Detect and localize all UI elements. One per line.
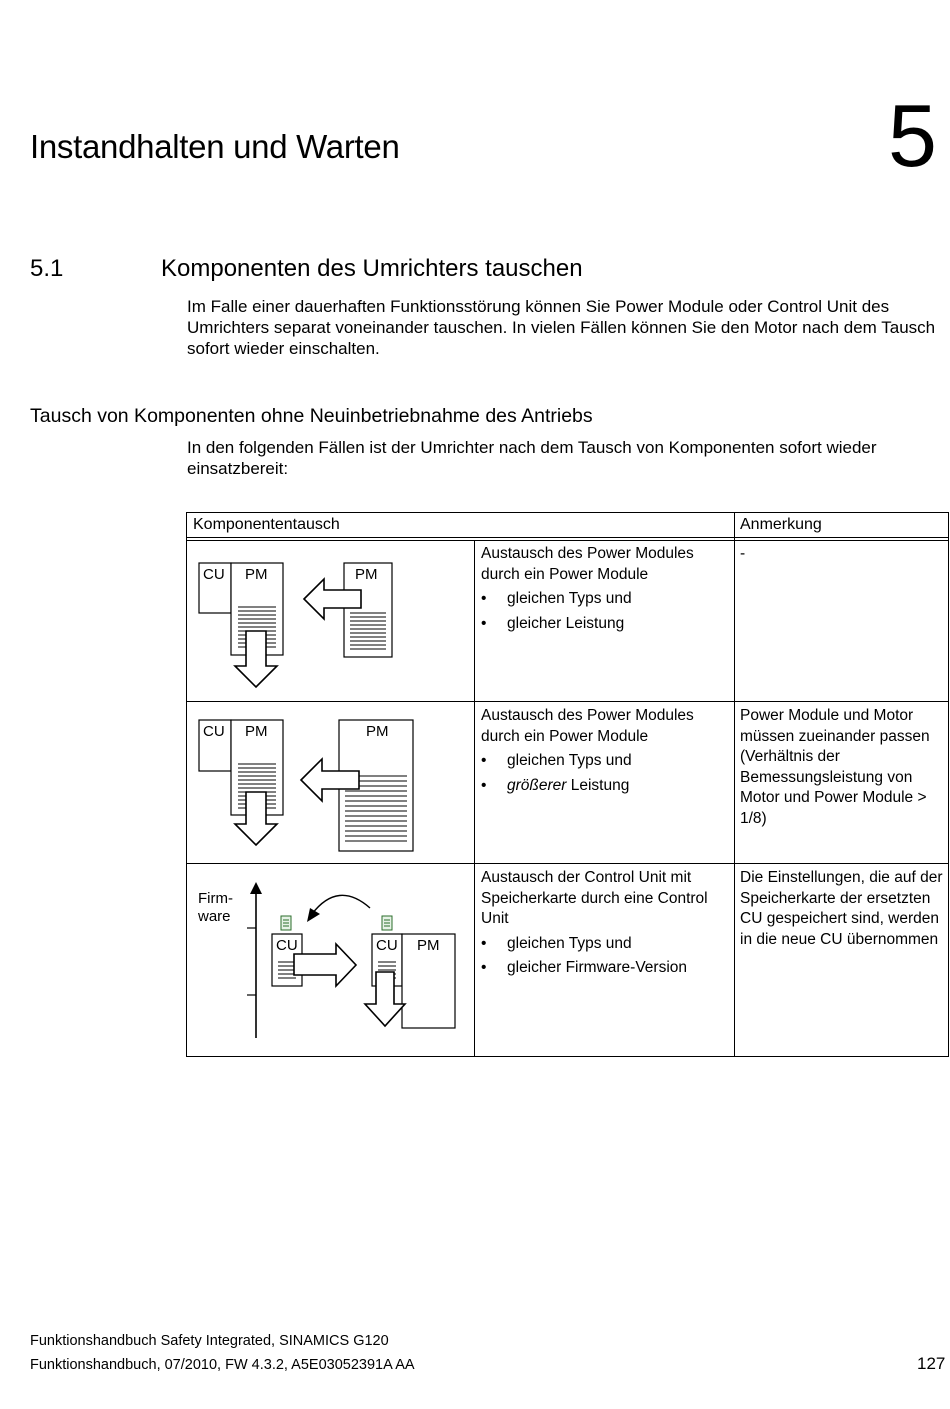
row1-diagram — [186, 541, 474, 701]
memory-card-icon — [382, 916, 392, 930]
cu-new-label: CU — [376, 937, 398, 954]
swap-arrow-icon — [294, 944, 356, 986]
row1-remark: - — [740, 545, 746, 562]
chapter-title: Instandhalten und Warten — [30, 128, 400, 165]
row1-bullet1: • gleichen Typs und — [481, 589, 731, 610]
cu-label: CU — [203, 723, 225, 740]
row3-diagram — [186, 864, 474, 1056]
pm-old-label: PM — [245, 566, 268, 583]
lead-paragraph: In den folgenden Fällen ist der Umrichter nach dem Tausch von Komponenten sofort wieder einsatzbereit: — [187, 438, 877, 478]
transfer-arc — [312, 895, 370, 914]
pm-label: PM — [417, 937, 440, 954]
row2-description-cell — [481, 706, 731, 800]
page-number: 127 — [917, 1354, 946, 1373]
header-component-swap: Komponententausch — [193, 516, 340, 533]
header-remark: Anmerkung — [740, 516, 822, 533]
row2-bullet2-rest: Leistung — [566, 776, 630, 794]
cu-old-label: CU — [276, 937, 298, 954]
component-swap-table — [186, 512, 949, 1057]
row2-description: Austausch des Power Modules durch ein Power Module — [481, 707, 694, 745]
subsection-title: Tausch von Komponenten ohne Neuinbetriebnahme des Antriebs — [30, 405, 593, 427]
row3-description-cell — [481, 868, 731, 983]
row2-diagram — [186, 702, 474, 863]
footer-line2: Funktionshandbuch, 07/2010, FW 4.3.2, A5E03052391A AA — [30, 1357, 415, 1373]
row2-bullet1: • gleichen Typs und — [481, 751, 731, 772]
row3-bullet1: • gleichen Typs und — [481, 934, 731, 955]
row1-description: Austausch des Power Modules durch ein Power Module — [481, 545, 694, 583]
row2-remark: Power Module und Motor müssen zueinander passen (Verhältnis der Bemessungsleistung von Motor und Power Module > 1/8) — [740, 707, 930, 827]
row3-description: Austausch der Control Unit mit Speicherkarte durch eine Control Unit — [481, 869, 708, 927]
firmware-label-line2: ware — [198, 908, 231, 925]
transfer-arrowhead-icon — [307, 908, 320, 922]
pm-new-label: PM — [355, 566, 378, 583]
pm-old-label: PM — [245, 723, 268, 740]
section-title: Komponenten des Umrichters tauschen — [161, 255, 583, 282]
memory-card-icon — [281, 916, 291, 930]
firmware-axis-arrow-icon — [250, 882, 262, 894]
row2-bullet2 — [481, 776, 731, 797]
row1-bullet2: • gleicher Leistung — [481, 614, 731, 635]
row2-bullet2-emphasis: größerer — [507, 776, 567, 794]
footer-line1: Funktionshandbuch Safety Integrated, SINAMICS G120 — [30, 1333, 389, 1349]
firmware-label-line1: Firm- — [198, 890, 233, 907]
intro-paragraph: Im Falle einer dauerhaften Funktionsstörung können Sie Power Module oder Control Unit des Umrichters separat voneinander tauschen. In vielen Fällen können Sie den Motor nach dem Tausch sofort wieder einschalten. — [187, 297, 936, 358]
cu-label: CU — [203, 566, 225, 583]
pm-new-label: PM — [366, 723, 389, 740]
row3-bullet2: • gleicher Firmware-Version — [481, 958, 731, 979]
chapter-number: 5 — [888, 86, 937, 185]
section-number: 5.1 — [30, 255, 64, 282]
row3-remark: Die Einstellungen, die auf der Speicherkarte der ersetzten CU gespeichert sind, werden in die neue CU übernommen — [740, 869, 943, 948]
row1-description-cell — [481, 544, 731, 638]
